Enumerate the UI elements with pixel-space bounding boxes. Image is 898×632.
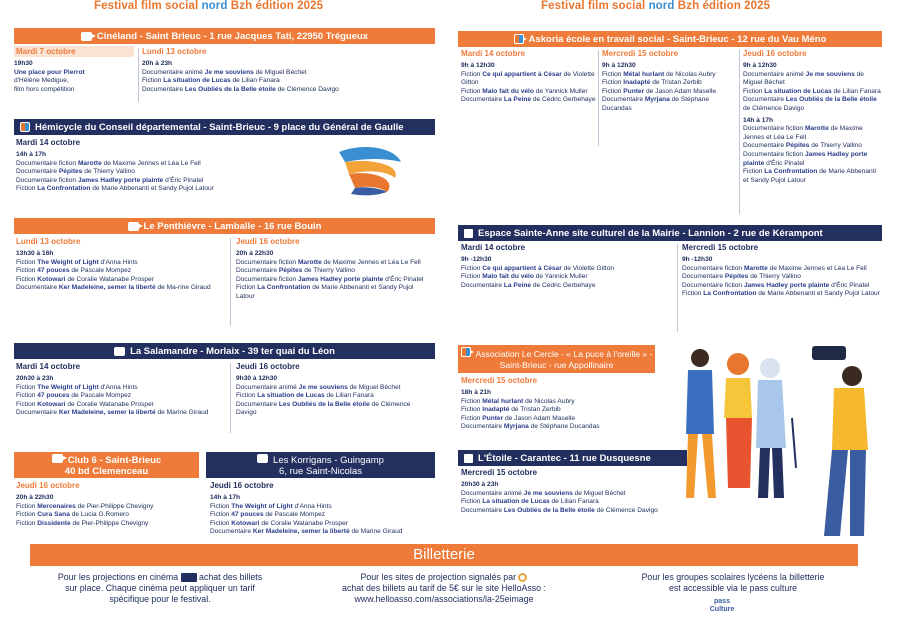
divider — [739, 50, 740, 214]
divider — [677, 244, 678, 332]
helloasso-icon — [514, 34, 524, 44]
hemicycle-col-1: Mardi 14 octobre 14h à 17h Documentaire fiction Marotte de Maxime Jennes et Léa Le Fell Documentaire Pépites de Thierry Vallino Documentaire fiction James Hadley porte plainte d'Éric Pinatel Fiction La Confrontation de Marie Abbenanti et Sandy Pujol Latour — [16, 138, 214, 193]
cineland-col-1: Mardi 7 octobre 19h30 Une place pour Pierrot d'Hélène Medigue, film hors compétition — [14, 46, 134, 94]
etoile-col-1: Mercredi 15 octobre 20h30 à 23h Documentaire animé Je me souviens de Miguel Béchet Fiction La situation de Lucas de Lilian Fanara Documentaire Les Oubliés de la Belle étoile de Clémence Davigo — [461, 468, 658, 514]
penthievre-col-1: Lundi 13 octobre 13h30 à 16h Fiction The Weight of Light d'Anna Hints Fiction 47 pouces de Pascale Mompez Fiction Kotowari de Coralie Watanabe Prosper Documentaire Ker Madeleine, semer la liberté de Ma-rine Giraud — [16, 237, 211, 292]
askoria-col-2: Mercredi 15 octobre 9h à 12h30 Fiction Métal hurlant de Nicolas Aubry Fiction Inadapté de Tristan Zerbib Fiction Punter de Jason Adam Maselle Documentaire Myrjana de Stéphane Ducandas — [602, 49, 716, 112]
festival-header-left: Festival film social nord Bzh édition 2025 — [94, 0, 324, 12]
club6-col-1: Jeudi 16 octobre 20h à 22h30 Fiction Mercenaires de Pier-Philippe Chevigny Fiction Cura Sana de Lucia G.Romero Fiction Dissidente de Pier-Philippe Chevigny — [16, 481, 154, 527]
venue-etoile-bar: L'Étoile - Carantec - 11 rue Dusquesne — [458, 450, 687, 466]
venue-sainteanne-bar: Espace Sainte-Anne site culturel de la Mairie - Lannion - 2 rue de Kérampont — [458, 225, 882, 241]
pass-culture-logo: pass Culture — [709, 598, 735, 613]
cinema-icon — [257, 454, 268, 463]
venue-hemicycle-bar: Hémicycle du Conseil départemental - Saint-Brieuc - 9 place du Général de Gaulle — [14, 119, 435, 135]
cinema-icon — [81, 32, 92, 41]
penthievre-col-2: Jeudi 16 octobre 20h à 22h30 Documentaire fiction Marotte de Maxime Jennes et Léa Le Fell Documentaire Pépites de Thierry Vallino Documentaire fiction James Hadley porte plainte d'Éric Pinatel Fiction La Confrontation de Marie Abbenanti et Sandy Pujol Latour — [236, 237, 424, 300]
sainteanne-col-2: Mercredi 15 octobre 9h -12h30 Documentaire fiction Marotte de Maxime Jennes et Léa Le Fell Documentaire Pépites de Thierry Vallino Documentaire fiction James Hadley porte plainte d'Éric Pinatel Fiction La Confrontation de Marie Abbenanti et Sandy Pujol Latour — [682, 243, 880, 298]
cinema-icon — [52, 454, 63, 463]
cinema-icon — [181, 573, 197, 582]
helloasso-icon — [20, 122, 30, 132]
venue-salamandre-bar: La Salamandre - Morlaix - 39 ter quai du Léon — [14, 343, 435, 359]
divider — [230, 363, 231, 433]
askoria-col-1: Mardi 14 octobre 9h à 12h30 Fiction Ce qui appartient à César de Violette Gitton Fiction Malo fait du vélo de Yannick Muller Documentaire La Peine de Cédric Gerbehaye — [461, 49, 596, 104]
people-illustration — [672, 338, 872, 538]
helloasso-icon — [461, 347, 471, 357]
ribbon-illustration — [335, 140, 405, 198]
venue-cineland-bar: Cinéland - Saint Brieuc - 1 rue Jacques Tati, 22950 Trégueux — [14, 28, 435, 44]
billetterie-cinema: Pour les projections en cinéma achat des billets sur place. Chaque cinéma peut appliquer un tarif spécifique pour le festival. — [57, 572, 263, 604]
cineland-col-2: Lundi 13 octobre 20h à 23h Documentaire animé Je me souviens de Miguel Béchet Fiction La situation de Lucas de Lilian Fanara Documentaire Les Oubliés de la Belle étoile de Clémence Davigo — [142, 47, 339, 93]
salamandre-col-2: Jeudi 16 octobre 9h30 à 12h30 Documentaire animé Je me souviens de Miguel Béchet Fiction La situation de Lucas de Lilian Fanara Documentaire Les Oubliés de la Belle étoile de Clémence Davigo — [236, 362, 411, 417]
cinema-icon — [128, 222, 139, 231]
cinema-icon — [114, 347, 125, 356]
venue-cercle-bar: Association Le Cercle - « La puce à l'oreille » - Saint-Brieuc - rue Appollinaire — [458, 345, 655, 373]
helloasso-icon — [518, 573, 527, 582]
billetterie-pass-culture: Pour les groupes scolaires lycéens la billetterie est accessible via le pass culture — [641, 572, 825, 593]
square-icon — [464, 229, 473, 238]
salamandre-col-1: Mardi 14 octobre 20h30 à 23h Fiction The Weight of Light d'Anna Hints Fiction 47 pouces de Pascale Mompez Fiction Kotowari de Coralie Watanabe Prosper Documentaire Ker Madeleine, semer la liberté de Marine Giraud — [16, 362, 209, 417]
divider — [598, 50, 599, 146]
square-icon — [464, 454, 473, 463]
divider — [138, 48, 139, 102]
cercle-col-1: Mercredi 15 octobre 18h à 21h Fiction Métal hurlant de Nicolas Aubry Fiction Inadapté de Tristan Zerbib Fiction Punter de Jason Adam Maselle Documentaire Myrjana de Stéphane Ducandas — [461, 376, 600, 431]
sainteanne-col-1: Mardi 14 octobre 9h -12h30 Fiction Ce qui appartient à César de Violette Gitton Fiction Malo fait du vélo de Yannick Muller Documentaire La Peine de Cédric Gerbehaye — [461, 243, 615, 289]
venue-penthievre-bar: Le Penthièvre - Lamballe - 16 rue Bouin — [14, 218, 435, 234]
festival-header-right: Festival film social nord Bzh édition 2025 — [541, 0, 771, 12]
helloasso-link[interactable]: www.helloasso.com/associations/la-25eimage — [354, 594, 534, 604]
billetterie-helloasso: Pour les sites de projection signalés par achat des billets au tarif de 5€ sur le site HelloAsso : www.helloasso.com/associations/la-25eimage — [302, 572, 586, 605]
korrigans-col-1: Jeudi 16 octobre 14h à 17h Fiction The Weight of Light d'Anna Hints Fiction 47 pouces de Pascale Mompez Fiction Kotowari de Coralie Watanabe Prosper Documentaire Ker Madeleine, semer la liberté de Marine Giraud — [210, 481, 403, 536]
divider — [230, 238, 231, 326]
askoria-col-3: Jeudi 16 octobre 9h à 12h30 Documentaire animé Je me souviens de Miguel Béchet Fiction La situation de Lucas de Lilian Fanara Documentaire Les Oubliés de la Belle étoile de Clémence Davigo 14h à 17h Documentaire fiction Marotte de Maxime Jennes et Léa Le Fell Documentaire Pépites de Thierry Vallino Documentaire fiction James Hadley porte plainte d'Éric Pinatel Fiction La Confrontation de Marie Abbenanti et Sandy Pujol Latour — [743, 49, 881, 184]
venue-club6-bar: Club 6 - Saint-Brieuc 40 bd Clemenceau — [14, 452, 199, 478]
venue-korrigans-bar: Les Korrigans - Guingamp 6, rue Saint-Nicolas — [206, 452, 435, 478]
venue-askoria-bar: Askoria école en travail social - Saint-Brieuc - 12 rue du Vau Méno — [458, 31, 882, 47]
billetterie-bar: Billetterie — [30, 544, 858, 566]
